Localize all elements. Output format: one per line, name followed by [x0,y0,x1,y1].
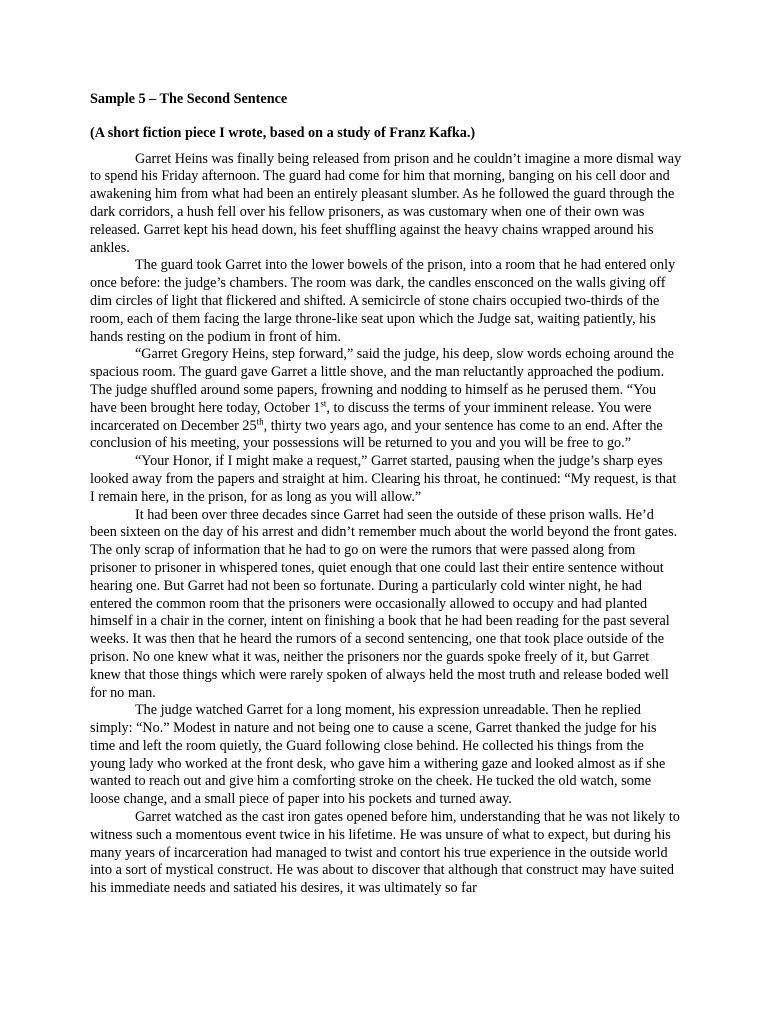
paragraph-text: Garret Heins was finally being released from prison and he couldn’t imagine a more dismal way to spend his Friday afternoon. The guard had come for him that morning, banging on his cell door and awakening him from what had been an entirely pleasant slumber. As he followed the guard through the dark corridors, a hush fell over his fellow prisoners, as was customary when one of their own was released. Garret kept his head down, his feet shuffling against the heavy chains wrapped around his ankles. [90,150,682,256]
document-title: Sample 5 – The Second Sentence [90,91,288,107]
paragraph-text: , thirty two years ago, and your sentence has come to an end. After the conclusion of his meeting, your possessions will be returned to you and you will be free to go.” [90,417,663,452]
paragraph-text: , to discuss the terms of your imminent release. You were incarcerated on December 25 [90,399,652,434]
paragraph-text: “Your Honor, if I might make a request,” Garret started, pausing when the judge’s sharp eyes looked away from the papers and straight at him. Clearing his throat, he continued: “My request, is that I remain here, in the prison, for as long as you will allow.” [90,453,677,505]
story-paragraph [90,809,682,898]
story-paragraph [90,453,682,506]
ordinal-suffix: st [320,398,327,409]
ordinal-suffix: th [256,415,264,426]
paragraph-text: The judge watched Garret for a long moment, his expression unreadable. Then he replied simply: “No.” Modest in nature and not being one to cause a scene, Garret thanked the judge for his time and left the room quietly, the Guard following close behind. He collected his things from the young lady who worked at the front desk, who gave him a withering gaze and looked almost as if she wanted to reach out and give him a comforting stroke on the cheek. He tucked the old watch, some loose change, and a small piece of paper into his pockets and turned away. [90,702,666,808]
story-paragraph [90,702,682,809]
story-paragraph [90,346,682,453]
paragraph-text: It had been over three decades since Garret had seen the outside of these prison walls. He’d been sixteen on the day of his arrest and didn’t remember much about the world beyond the front gates. The only scrap of information that he had to go on were the rumors that were passed along from prisoner to prisoner in whispered tones, quiet enough that one could last their entire sentence without hearing one. But Garret had not been so fortunate. During a particularly cold winter night, he had entered the common room that the prisoners were occasionally allowed to occupy and had planted himself in a chair in the corner, intent on finishing a book that he had been reading for the past several weeks. It was then that he heard the rumors of a second sentencing, one that took place outside of the prison. No one knew what it was, neither the prisoners nor the guards spoke freely of it, but Garret knew that those things which were rarely spoken of always held the most truth and release boded well for no man. [90,506,678,701]
document-subtitle: (A short fiction piece I wrote, based on a study of Franz Kafka.) [90,124,476,141]
story-text [90,151,682,898]
story-paragraph [90,151,682,258]
document-body [90,91,682,898]
story-paragraph [90,257,682,346]
paragraph-text: “Garret Gregory Heins, step forward,” said the judge, his deep, slow words echoing around the spacious room. The guard gave Garret a little shove, and the man reluctantly approached the podium. The judge shuffled around some papers, frowning and nodding to himself as he perused them. “You have been brought here today, October 1 [90,346,674,416]
story-paragraph [90,507,682,703]
paragraph-text: The guard took Garret into the lower bowels of the prison, into a room that he had entered only once before: the judge’s chambers. The room was dark, the candles ensconced on the walls giving off dim circles of light that flickered and shifted. A semicircle of stone chairs occupied two-thirds of the room, each of them facing the large throne-like seat upon which the Judge sat, waiting patiently, his hands resting on the podium in front of him. [90,257,676,345]
paragraph-text: Garret watched as the cast iron gates opened before him, understanding that he was not likely to witness such a momentous event twice in his lifetime. He was unsure of what to expect, but during his many years of incarceration had managed to twist and contort his true experience in the outside world into a sort of mystical construct. He was about to discover that although that construct may have suited his immediate needs and satiated his desires, it was ultimately so far [90,809,680,897]
